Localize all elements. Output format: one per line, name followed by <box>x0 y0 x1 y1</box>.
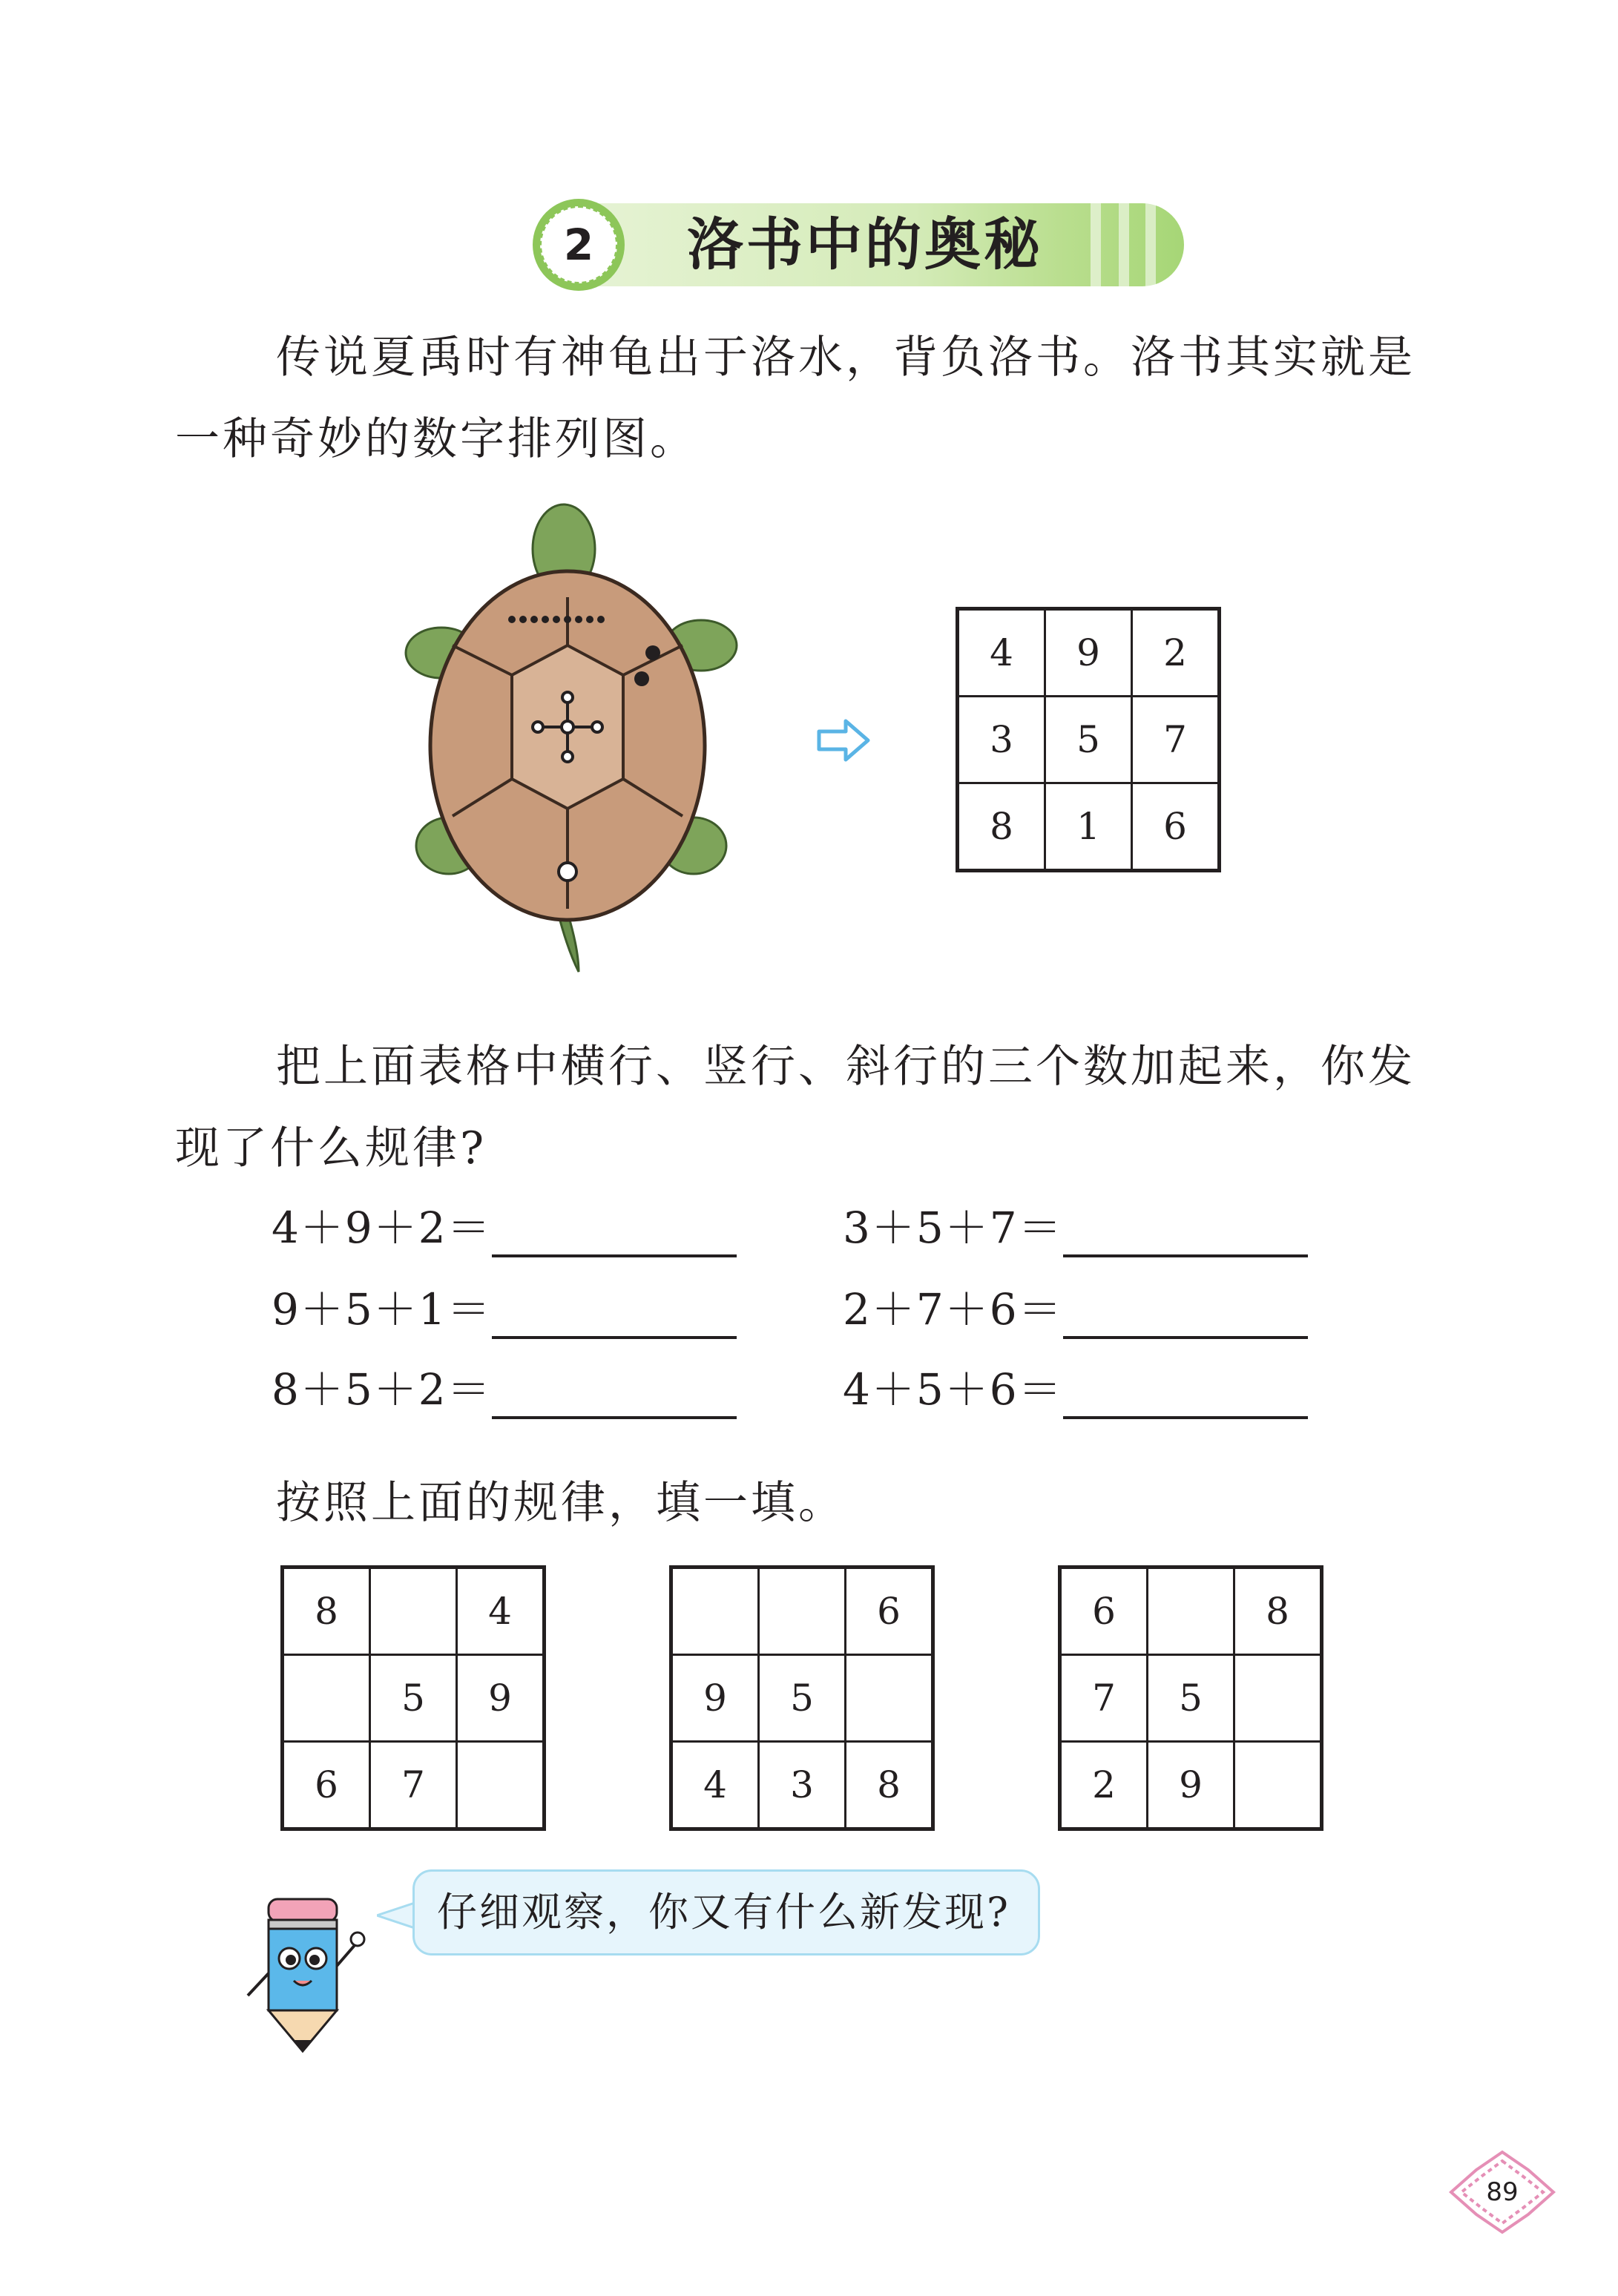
section-title-banner <box>533 199 1185 291</box>
puzzle-cell[interactable]: 6 <box>1060 1568 1148 1655</box>
title-stripe <box>1091 203 1101 286</box>
title-stripe <box>1119 203 1129 286</box>
puzzle-cell[interactable] <box>457 1742 545 1829</box>
page-title: 洛书中的奥秘 <box>687 211 1043 277</box>
puzzle-cell[interactable]: 6 <box>283 1742 370 1829</box>
puzzle-cell[interactable]: 5 <box>1148 1655 1234 1742</box>
puzzle-cell[interactable] <box>283 1655 370 1742</box>
puzzle-cell[interactable]: 9 <box>457 1655 545 1742</box>
equation-text: 4＋5＋6＝ <box>843 1364 1063 1415</box>
puzzle-cell[interactable]: 7 <box>1060 1655 1148 1742</box>
puzzle-grid-3 <box>1058 1565 1323 1831</box>
puzzle-grid-2 <box>669 1565 935 1831</box>
question-line-2: 现了什么规律? <box>175 1122 487 1174</box>
puzzle-cell[interactable]: 5 <box>759 1655 846 1742</box>
puzzle-cell[interactable] <box>1148 1568 1234 1655</box>
puzzle-cell[interactable] <box>671 1568 759 1655</box>
puzzle-cell[interactable] <box>1234 1742 1322 1829</box>
puzzle-cell[interactable]: 2 <box>1060 1742 1148 1829</box>
answer-blank[interactable] <box>1063 1292 1308 1339</box>
section-number: 2 <box>540 206 617 283</box>
luoshu-cell: 9 <box>1045 609 1132 697</box>
equation-row <box>272 1280 737 1339</box>
equation-text: 9＋5＋1＝ <box>272 1284 492 1335</box>
puzzle-cell[interactable]: 5 <box>370 1655 457 1742</box>
puzzle-cell[interactable] <box>1234 1655 1322 1742</box>
equation-text: 2＋7＋6＝ <box>843 1284 1063 1335</box>
luoshu-cell: 4 <box>958 609 1045 697</box>
answer-blank[interactable] <box>492 1210 737 1257</box>
equation-row <box>272 1198 737 1257</box>
answer-blank[interactable] <box>1063 1210 1308 1257</box>
puzzle-cell[interactable]: 9 <box>671 1655 759 1742</box>
tip-speech-bubble <box>412 1869 1040 1955</box>
pencil-mascot-icon <box>237 1884 371 2055</box>
puzzle-cell[interactable]: 6 <box>846 1568 933 1655</box>
right-arrow-icon <box>816 718 871 763</box>
title-stripe <box>1145 203 1156 286</box>
puzzle-cell[interactable] <box>846 1655 933 1742</box>
puzzle-grid-1 <box>280 1565 546 1831</box>
luoshu-cell: 5 <box>1045 697 1132 783</box>
equation-row <box>843 1198 1308 1257</box>
equation-row <box>843 1280 1308 1339</box>
luoshu-cell: 1 <box>1045 783 1132 871</box>
tip-text: 仔细观察，你又有什么新发现? <box>437 1889 1010 1935</box>
puzzle-cell[interactable]: 9 <box>1148 1742 1234 1829</box>
turtle-illustration-icon <box>401 497 742 979</box>
puzzle-cell[interactable]: 7 <box>370 1742 457 1829</box>
section-number-badge <box>533 199 625 291</box>
question-line-1: 把上面表格中横行、竖行、斜行的三个数加起来，你发 <box>276 1041 1415 1093</box>
luoshu-cell: 6 <box>1132 783 1220 871</box>
luoshu-cell: 3 <box>958 697 1045 783</box>
intro-line-2: 一种奇妙的数字排列图。 <box>175 413 697 465</box>
puzzle-cell[interactable]: 8 <box>283 1568 370 1655</box>
luoshu-grid <box>956 607 1221 872</box>
equation-row <box>272 1360 737 1419</box>
intro-line-1: 传说夏禹时有神龟出于洛水，背负洛书。洛书其实就是 <box>276 332 1415 384</box>
puzzle-cell[interactable]: 8 <box>1234 1568 1322 1655</box>
luoshu-cell: 8 <box>958 783 1045 871</box>
luoshu-cell: 7 <box>1132 697 1220 783</box>
puzzle-cell[interactable]: 4 <box>671 1742 759 1829</box>
answer-blank[interactable] <box>492 1372 737 1419</box>
puzzle-cell[interactable]: 3 <box>759 1742 846 1829</box>
puzzle-cell[interactable]: 4 <box>457 1568 545 1655</box>
answer-blank[interactable] <box>1063 1372 1308 1419</box>
equation-text: 4＋9＋2＝ <box>272 1203 492 1253</box>
fill-prompt: 按照上面的规律，填一填。 <box>276 1477 846 1529</box>
puzzle-cell[interactable] <box>759 1568 846 1655</box>
answer-blank[interactable] <box>492 1292 737 1339</box>
puzzle-cell[interactable]: 8 <box>846 1742 933 1829</box>
bubble-tail-icon <box>377 1901 417 1930</box>
equation-text: 8＋5＋2＝ <box>272 1364 492 1415</box>
equation-text: 3＋5＋7＝ <box>843 1203 1063 1253</box>
page-number: 89 <box>1486 2177 1519 2207</box>
puzzle-cell[interactable] <box>370 1568 457 1655</box>
luoshu-cell: 2 <box>1132 609 1220 697</box>
equation-row <box>843 1360 1308 1419</box>
